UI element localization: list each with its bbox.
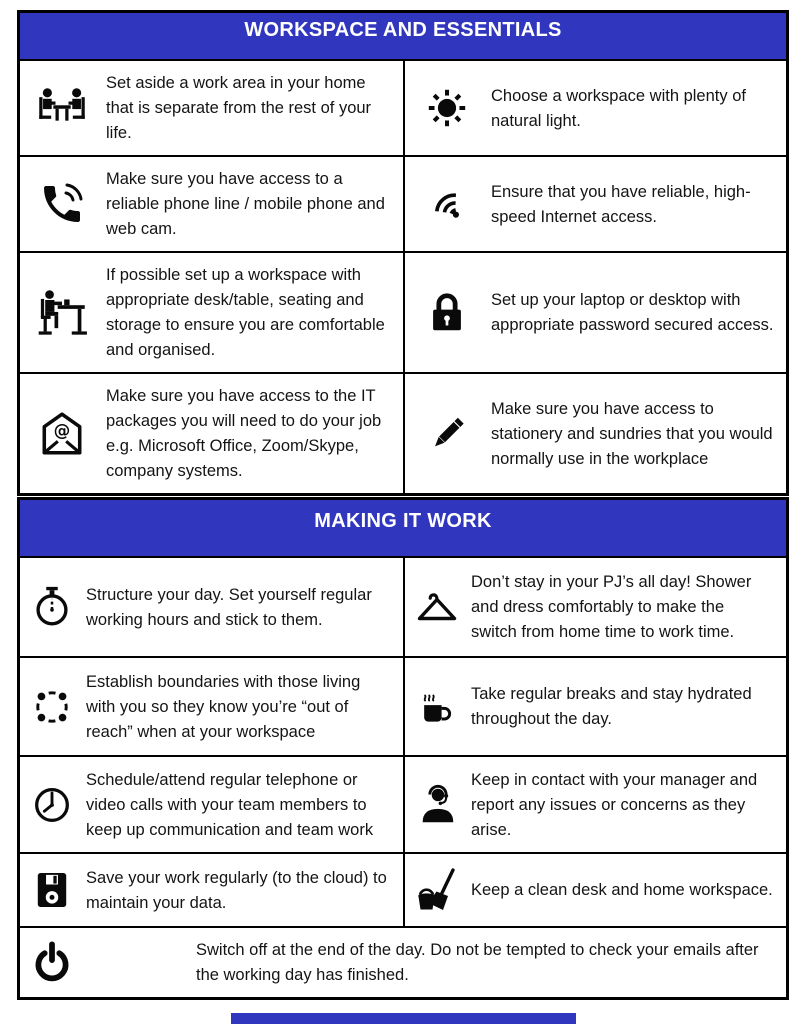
svg-text:@: @ bbox=[53, 420, 71, 440]
workspace-essentials-table bbox=[17, 10, 789, 496]
table-cell bbox=[20, 61, 403, 155]
table-title: MAKING IT WORK bbox=[20, 500, 786, 556]
table-cell bbox=[403, 374, 786, 493]
making-it-work-table bbox=[17, 497, 789, 1000]
cell-text: Ensure that you have reliable, high-speed Internet access. bbox=[491, 182, 751, 226]
cell-text: Schedule/attend regular telephone or video calls with your team members to keep up communication and team work bbox=[86, 770, 374, 839]
table-row bbox=[20, 155, 786, 251]
cell-text: Make sure you have access to stationery and sundries that you would normally use in the workplace bbox=[491, 399, 773, 468]
table-row bbox=[20, 755, 786, 852]
table-row bbox=[20, 656, 786, 755]
cell-text: Establish boundaries with those living with you so they know you’re “out of reach” when at your workspace bbox=[86, 672, 361, 741]
hanger-icon bbox=[405, 583, 469, 631]
table-cell bbox=[20, 854, 403, 926]
table-cell bbox=[403, 854, 786, 926]
floppy-disk-icon bbox=[20, 868, 84, 912]
table-cell bbox=[20, 558, 403, 656]
cell-text: Save your work regularly (to the cloud) to maintain your data. bbox=[86, 868, 387, 912]
cell-text: Make sure you have access to the IT packages you will need to do your job e.g. Microsoft Office, Zoom/Skype, company systems. bbox=[106, 387, 382, 480]
table-cell bbox=[403, 658, 786, 755]
table-row bbox=[20, 926, 786, 997]
sun-icon bbox=[405, 85, 489, 131]
pencil-icon bbox=[405, 411, 489, 457]
cell-text: Set up your laptop or desktop with appropriate password secured access. bbox=[491, 291, 774, 334]
table-row bbox=[20, 251, 786, 372]
table-cell bbox=[20, 928, 786, 997]
table-cell bbox=[20, 658, 403, 755]
table-cell bbox=[20, 757, 403, 852]
cell-text: If possible set up a workspace with appropriate desk/table, seating and storage to ensure you are comfortable and organised. bbox=[106, 266, 385, 359]
clock-icon bbox=[20, 782, 84, 828]
table-row bbox=[20, 59, 786, 155]
desk-workspace-icon bbox=[20, 287, 104, 339]
table-cell bbox=[403, 757, 786, 852]
email-icon bbox=[20, 409, 104, 459]
stopwatch-icon bbox=[20, 584, 84, 630]
table-cell bbox=[20, 157, 403, 251]
cell-text: Don’t stay in your PJ’s all day! Shower and dress comfortably to make the switch from home time to work time. bbox=[471, 573, 752, 641]
phone-icon bbox=[20, 180, 104, 228]
cell-text: Structure your day. Set yourself regular working hours and stick to them. bbox=[86, 585, 372, 629]
table-cell bbox=[403, 558, 786, 656]
cell-text: Set aside a work area in your home that is separate from the rest of your life. bbox=[106, 74, 372, 142]
cell-text: Choose a workspace with plenty of natural light. bbox=[491, 86, 746, 130]
support-agent-icon bbox=[405, 782, 469, 828]
cell-text: Keep a clean desk and home workspace. bbox=[471, 881, 773, 899]
meeting-table-icon bbox=[20, 82, 104, 134]
wifi-icon bbox=[405, 181, 489, 227]
table-row bbox=[20, 372, 786, 493]
table-row bbox=[20, 852, 786, 926]
cell-text: Make sure you have access to a reliable phone line / mobile phone and web cam. bbox=[106, 170, 385, 238]
table-cell bbox=[403, 253, 786, 372]
table-title: WORKSPACE AND ESSENTIALS bbox=[20, 13, 786, 59]
table-cell bbox=[20, 253, 403, 372]
table-row bbox=[20, 556, 786, 656]
cell-text: Take regular breaks and stay hydrated throughout the day. bbox=[471, 685, 752, 728]
power-icon bbox=[20, 940, 84, 986]
cell-text: Switch off at the end of the day. Do not be tempted to check your emails after the working day has finished. bbox=[196, 941, 759, 984]
table-cell bbox=[20, 374, 403, 493]
padlock-icon bbox=[405, 290, 489, 336]
boundaries-icon bbox=[20, 685, 84, 729]
cell-text: Keep in contact with your manager and report any issues or concerns as they arise. bbox=[471, 770, 758, 839]
table-cell bbox=[403, 61, 786, 155]
footer-bar bbox=[231, 1013, 576, 1024]
coffee-cup-icon bbox=[405, 685, 469, 729]
table-cell bbox=[403, 157, 786, 251]
cleaning-icon bbox=[405, 866, 469, 914]
